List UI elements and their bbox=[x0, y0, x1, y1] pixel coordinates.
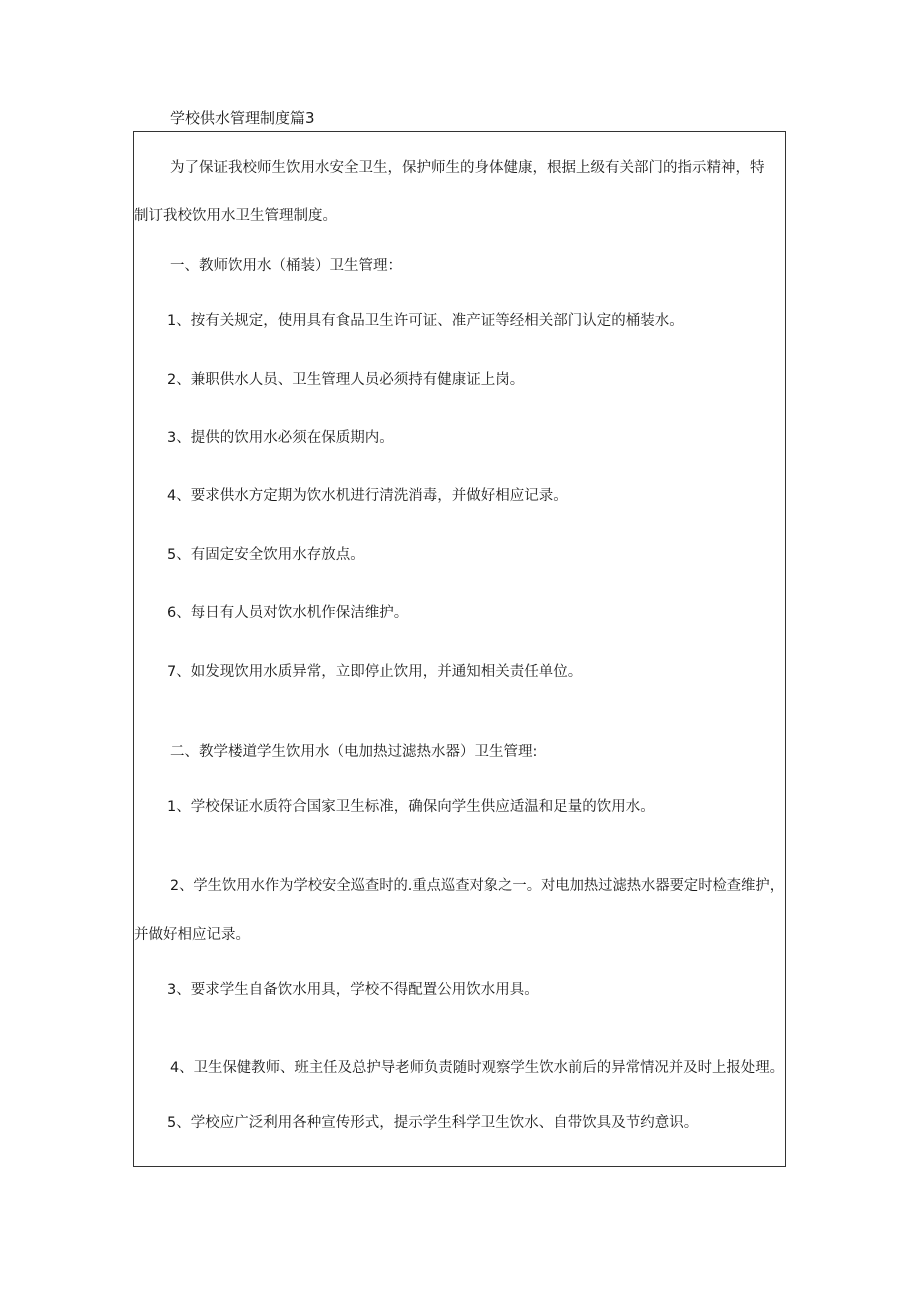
intro-line-1: 为了保证我校师生饮用水安全卫生，保护师生的身体健康，根据上级有关部门的指示精神，特 bbox=[170, 160, 765, 176]
section-2-heading: 二、教学楼道学生饮用水（电加热过滤热水器）卫生管理: bbox=[170, 744, 538, 760]
section-2-item-1: 1、学校保证水质符合国家卫生标准，确保向学生供应适温和足量的饮用水。 bbox=[167, 799, 655, 815]
section-1-item-3: 3、提供的饮用水必须在保质期内。 bbox=[167, 430, 394, 446]
section-1-heading: 一、教师饮用水（桶装）卫生管理： bbox=[170, 258, 402, 274]
section-1-item-2: 2、兼职供水人员、卫生管理人员必须持有健康证上岗。 bbox=[167, 372, 525, 388]
section-2-item-4: 4、卫生保健教师、班主任及总护导老师负责随时观察学生饮水前后的异常情况并及时上报处理。 bbox=[170, 1060, 785, 1076]
section-1-item-4: 4、要求供水方定期为饮水机进行清洗消毒，并做好相应记录。 bbox=[167, 488, 568, 504]
section-1-item-1: 1、按有关规定，使用具有食品卫生许可证、准产证等经相关部门认定的桶装水。 bbox=[167, 313, 684, 329]
section-2-item-2-line-2: 并做好相应记录。 bbox=[134, 927, 250, 943]
section-2-item-2-line-1: 2、学生饮用水作为学校安全巡查时的.重点巡查对象之一。对电加热过滤热水器要定时检查维护， bbox=[170, 878, 784, 894]
section-2-item-5: 5、学校应广泛利用各种宣传形式，提示学生科学卫生饮水、自带饮具及节约意识。 bbox=[167, 1115, 699, 1131]
section-1-item-6: 6、每日有人员对饮水机作保洁维护。 bbox=[167, 605, 409, 621]
section-1-item-5: 5、有固定安全饮用水存放点。 bbox=[167, 547, 365, 563]
section-2-item-3: 3、要求学生自备饮水用具，学校不得配置公用饮水用具。 bbox=[167, 982, 539, 998]
content-frame bbox=[133, 131, 786, 1167]
intro-line-2: 制订我校饮用水卫生管理制度。 bbox=[134, 208, 337, 224]
document-title: 学校供水管理制度篇3 bbox=[170, 109, 315, 127]
section-1-item-7: 7、如发现饮用水质异常，立即停止饮用，并通知相关责任单位。 bbox=[167, 664, 583, 680]
